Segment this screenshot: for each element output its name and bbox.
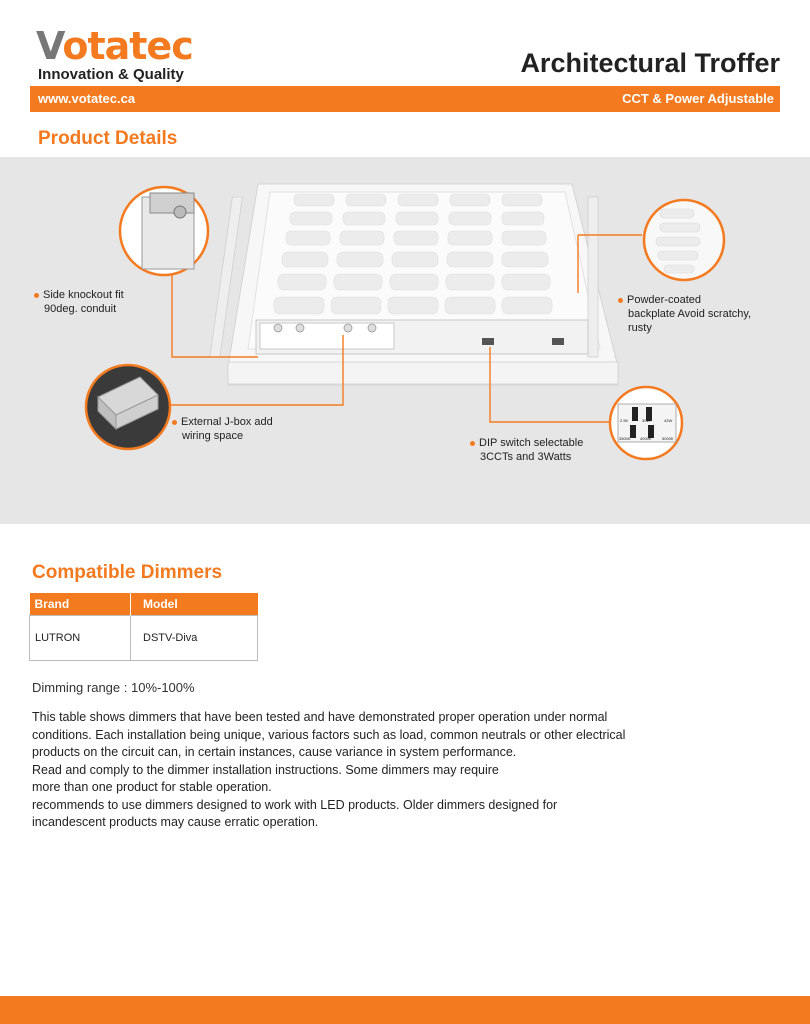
- paragraph-line: products on the circuit can, in certain instances, cause variance in system performance.: [32, 745, 517, 759]
- callout-powder-line-3: rusty: [628, 322, 652, 334]
- callout-jbox: [172, 415, 273, 443]
- callout-jbox-line-1: External J-box add: [181, 416, 273, 428]
- paragraph-line: more than one product for stable operation.: [32, 780, 272, 794]
- paragraph-line: conditions. Each installation being unique, various factors such as load, common neutrals or other electrical: [32, 727, 626, 742]
- dimmers-table: [29, 593, 258, 661]
- product-illustration: [0, 157, 810, 524]
- logo-lead-letter: V: [36, 24, 63, 68]
- table-header-row: [30, 593, 258, 616]
- dip-top-label-2: 30W: [642, 418, 651, 423]
- footer-bar: [0, 996, 810, 1024]
- cell-brand: LUTRON: [30, 616, 131, 661]
- paragraph-line: This table shows dimmers that have been tested and have demonstrated proper operation under normal: [32, 710, 608, 724]
- website-link[interactable]: www.votatec.ca: [38, 91, 136, 106]
- callout-dip-line-1: DIP switch selectable: [479, 437, 584, 449]
- column-header-model: Model: [131, 593, 258, 616]
- paragraph-line: Read and comply to the dimmer installation instructions. Some dimmers may require: [32, 762, 499, 777]
- cell-model: DSTV-Diva: [131, 616, 258, 661]
- dip-top-label-1: 2.5K: [620, 418, 629, 423]
- callout-jbox-line-2: wiring space: [182, 430, 244, 442]
- bullet-dot: [172, 420, 177, 425]
- table-row: [30, 616, 258, 661]
- paragraph-line: recommends to use dimmers designed to work with LED products. Older dimmers designed for: [32, 797, 558, 812]
- callout-side-line-2: 90deg. conduit: [44, 303, 117, 315]
- product-details-heading: Product Details: [38, 128, 178, 149]
- product-subtitle: CCT & Power Adjustable: [622, 91, 774, 106]
- logo-wordmark: otatec: [62, 24, 193, 68]
- jbox-magnifier: [86, 365, 170, 449]
- brand-logo: [36, 26, 193, 66]
- dip-switch-magnifier: [610, 387, 682, 459]
- page-title: Architectural Troffer: [520, 48, 780, 78]
- troffer-panel-image: [210, 184, 618, 385]
- callout-powder-line-2: backplate Avoid scratchy,: [628, 308, 752, 320]
- dip-bottom-label-3: 5000K: [662, 436, 674, 441]
- dip-bottom-label-1: 3500K: [619, 436, 631, 441]
- callout-powder-line-1: Powder-coated: [627, 294, 701, 306]
- callout-dip-line-2: 3CCTs and 3Watts: [480, 451, 572, 463]
- side-knockout-magnifier: [120, 187, 208, 275]
- dip-bottom-label-2: 4000K: [640, 436, 652, 441]
- bullet-dot: [34, 293, 39, 298]
- column-header-brand: Brand: [30, 593, 131, 616]
- compatible-dimmers-heading: Compatible Dimmers: [32, 562, 223, 583]
- dip-top-label-3: 42W: [664, 418, 673, 423]
- backplate-magnifier: [644, 200, 724, 280]
- bullet-dot: [470, 441, 475, 446]
- dimmer-notes-paragraph: [32, 709, 712, 832]
- callout-side-line-1: Side knockout fit: [43, 289, 124, 301]
- paragraph-line: incandescent products may cause erratic operation.: [32, 815, 319, 829]
- callout-powder-coated: [618, 293, 751, 335]
- bullet-dot: [618, 298, 623, 303]
- tagline: Innovation & Quality: [38, 66, 184, 83]
- dimming-range: Dimming range : 10%-100%: [32, 680, 195, 695]
- callout-dip-switch: [470, 436, 583, 464]
- callout-side-knockout: [34, 288, 124, 316]
